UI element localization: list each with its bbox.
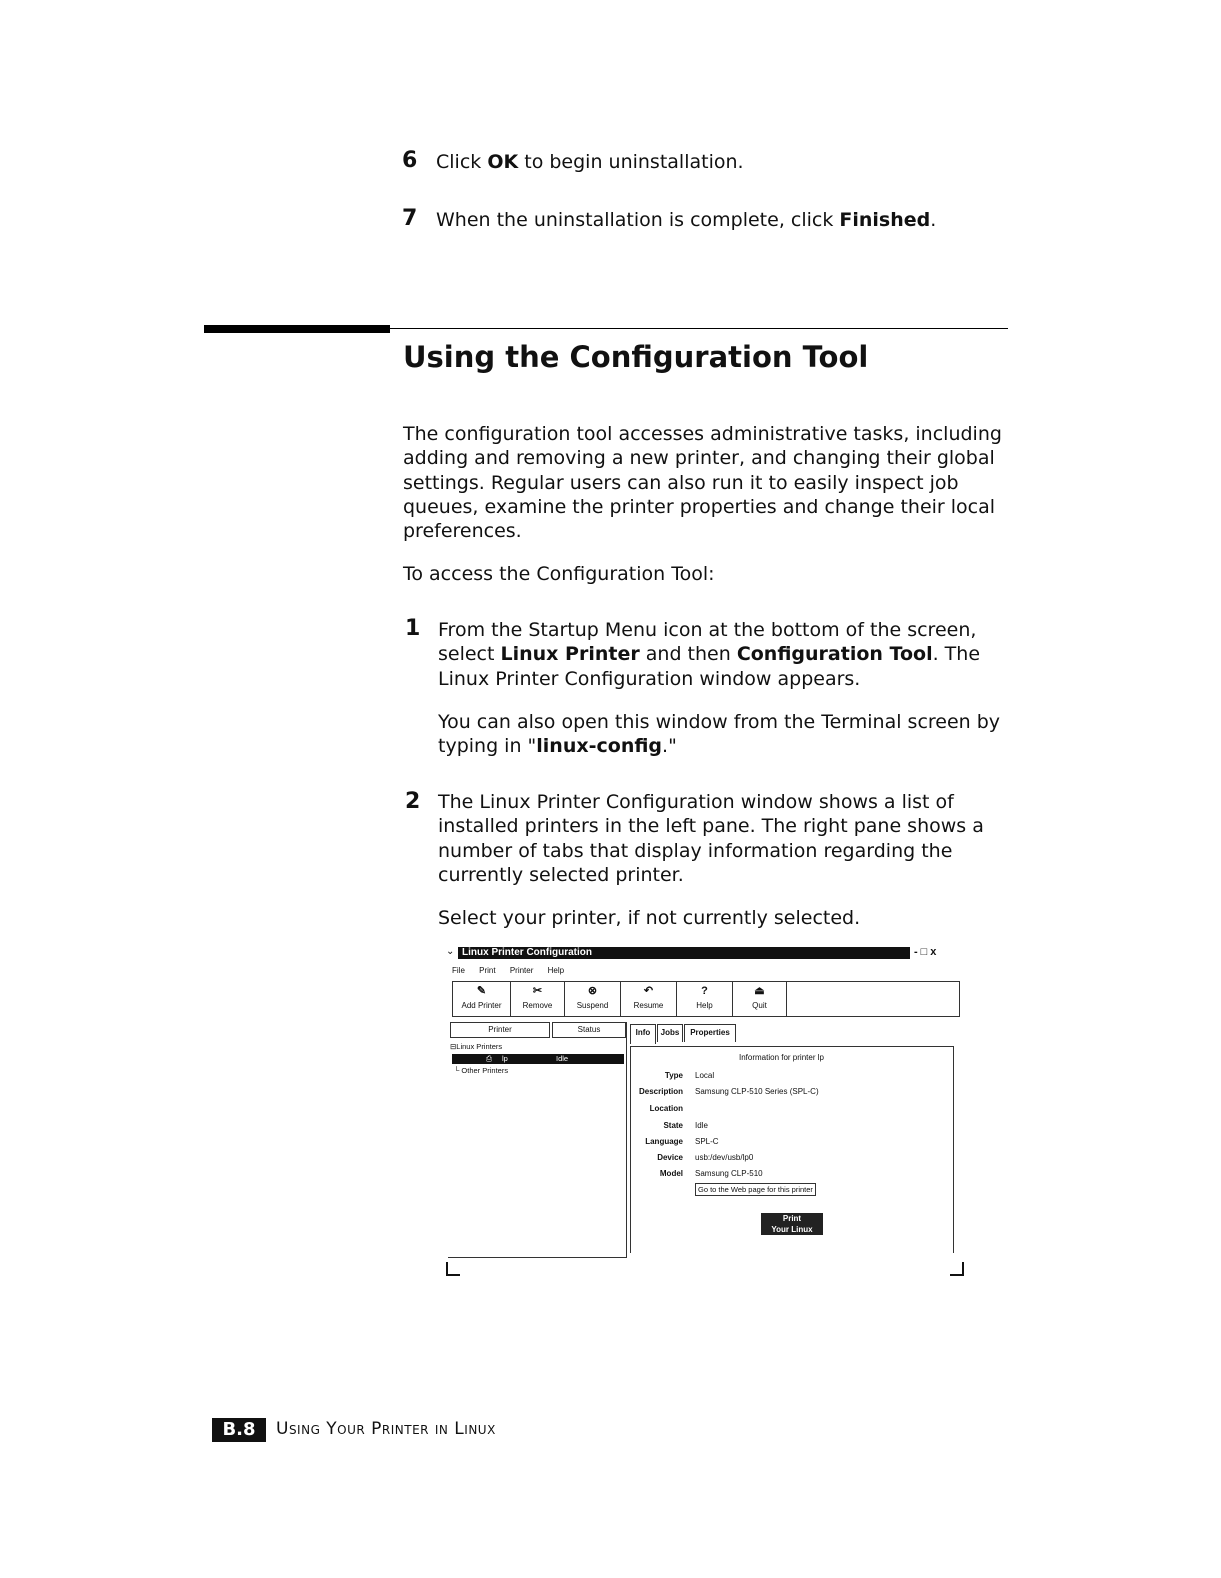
label-device: Device: [657, 1153, 683, 1162]
suspend-icon: ⊗: [587, 985, 598, 997]
menu-file[interactable]: File: [452, 966, 465, 975]
help-button[interactable]: ? Help: [677, 982, 733, 1016]
label-location: Location: [649, 1104, 683, 1113]
printer-icon: ⎙: [486, 1054, 492, 1063]
step-1-note: You can also open this window from the Terminal screen by typing in "linux-config.": [438, 711, 1001, 758]
status-column-header[interactable]: Status: [552, 1022, 626, 1038]
tree-group-other[interactable]: └ Other Printers: [454, 1066, 509, 1075]
remove-icon: ✂: [532, 985, 543, 997]
window-corner-right: [950, 1262, 964, 1276]
step-1-number: 1: [405, 616, 421, 641]
print-logo-icon: Print Your Linux: [761, 1213, 823, 1235]
menu-help[interactable]: Help: [547, 966, 565, 975]
value-language: SPL-C: [695, 1137, 719, 1146]
tab-jobs[interactable]: Jobs: [657, 1024, 683, 1042]
section-title: Using the Configuration Tool: [403, 340, 869, 374]
section-rule-thick: [204, 325, 390, 333]
printer-column-header[interactable]: Printer: [450, 1022, 550, 1038]
add-printer-icon: ✎: [476, 985, 487, 997]
section-rule-thin: [390, 328, 1008, 329]
label-type: Type: [664, 1071, 683, 1080]
intro-paragraph: The configuration tool accesses administrative tasks, including adding and removing a new printer, and changing their global settings. Regular users can also run it to easily inspect job queues, examine the printer properties and change their local preferences.: [403, 423, 1002, 543]
quit-button[interactable]: ⏏ Quit: [733, 982, 787, 1016]
help-icon: ?: [701, 985, 708, 997]
add-printer-button[interactable]: ✎ Add Printer: [453, 982, 511, 1016]
printer-row-selected[interactable]: ⎙ lp Idle: [452, 1054, 624, 1064]
window-titlebar: [446, 946, 962, 960]
step-7-text: When the uninstallation is complete, click Finished.: [436, 209, 937, 231]
resume-icon: ↶: [643, 985, 654, 997]
resume-button[interactable]: ↶ Resume: [621, 982, 677, 1016]
web-page-button[interactable]: Go to the Web page for this printer: [695, 1183, 816, 1196]
step-2-number: 2: [405, 789, 421, 814]
label-description: Description: [638, 1087, 683, 1096]
window-corner-left: [446, 1262, 460, 1276]
tree-group-linux[interactable]: ⊟Linux Printers: [450, 1042, 503, 1051]
info-panel: [630, 1046, 954, 1253]
info-title: Information for printer lp: [739, 1053, 824, 1062]
footer-chapter-title: Using Your Printer in Linux: [276, 1419, 496, 1439]
window-title: Linux Printer Configuration: [458, 947, 910, 959]
step-2-text: The Linux Printer Configuration window shows a list of installed printers in the left pane. The right pane shows a number of tabs that display information regarding the currently selected printer.: [438, 791, 984, 886]
value-state: Idle: [695, 1121, 708, 1130]
window-menu-arrow-icon[interactable]: ⌄: [446, 946, 455, 957]
remove-button[interactable]: ✂ Remove: [511, 982, 565, 1016]
toolbar: [452, 981, 960, 1017]
step-2-note: Select your printer, if not currently selected.: [438, 907, 861, 929]
step-6-text: Click OK to begin uninstallation.: [436, 151, 744, 173]
menu-printer[interactable]: Printer: [509, 966, 534, 975]
label-model: Model: [659, 1169, 683, 1178]
suspend-button[interactable]: ⊗ Suspend: [565, 982, 621, 1016]
step-6-number: 6: [402, 148, 418, 173]
details-pane: [630, 1024, 954, 1252]
collapse-icon[interactable]: ⊟: [450, 1042, 457, 1051]
tab-info[interactable]: Info: [630, 1024, 656, 1044]
printer-list-pane: [448, 1022, 627, 1258]
label-language: Language: [645, 1137, 683, 1146]
step-7-number: 7: [402, 206, 418, 231]
label-state: State: [663, 1121, 683, 1130]
value-model: Samsung CLP-510: [695, 1169, 763, 1178]
value-type: Local: [695, 1071, 715, 1080]
access-line: To access the Configuration Tool:: [403, 563, 715, 585]
window-controls[interactable]: -□x: [914, 946, 940, 958]
menu-print[interactable]: Print: [479, 966, 496, 975]
value-description: Samsung CLP-510 Series (SPL-C): [695, 1087, 819, 1096]
step-1-text: From the Startup Menu icon at the bottom of the screen, select Linux Printer and then Configuration Tool. The Linux Printer Configuration window appears.: [438, 619, 981, 690]
value-device: usb:/dev/usb/lp0: [695, 1153, 754, 1162]
menubar: [452, 966, 576, 975]
config-window-screenshot: [446, 944, 962, 1280]
quit-icon: ⏏: [754, 985, 765, 997]
tab-properties[interactable]: Properties: [684, 1024, 736, 1042]
page-number-badge: B.8: [212, 1418, 266, 1442]
